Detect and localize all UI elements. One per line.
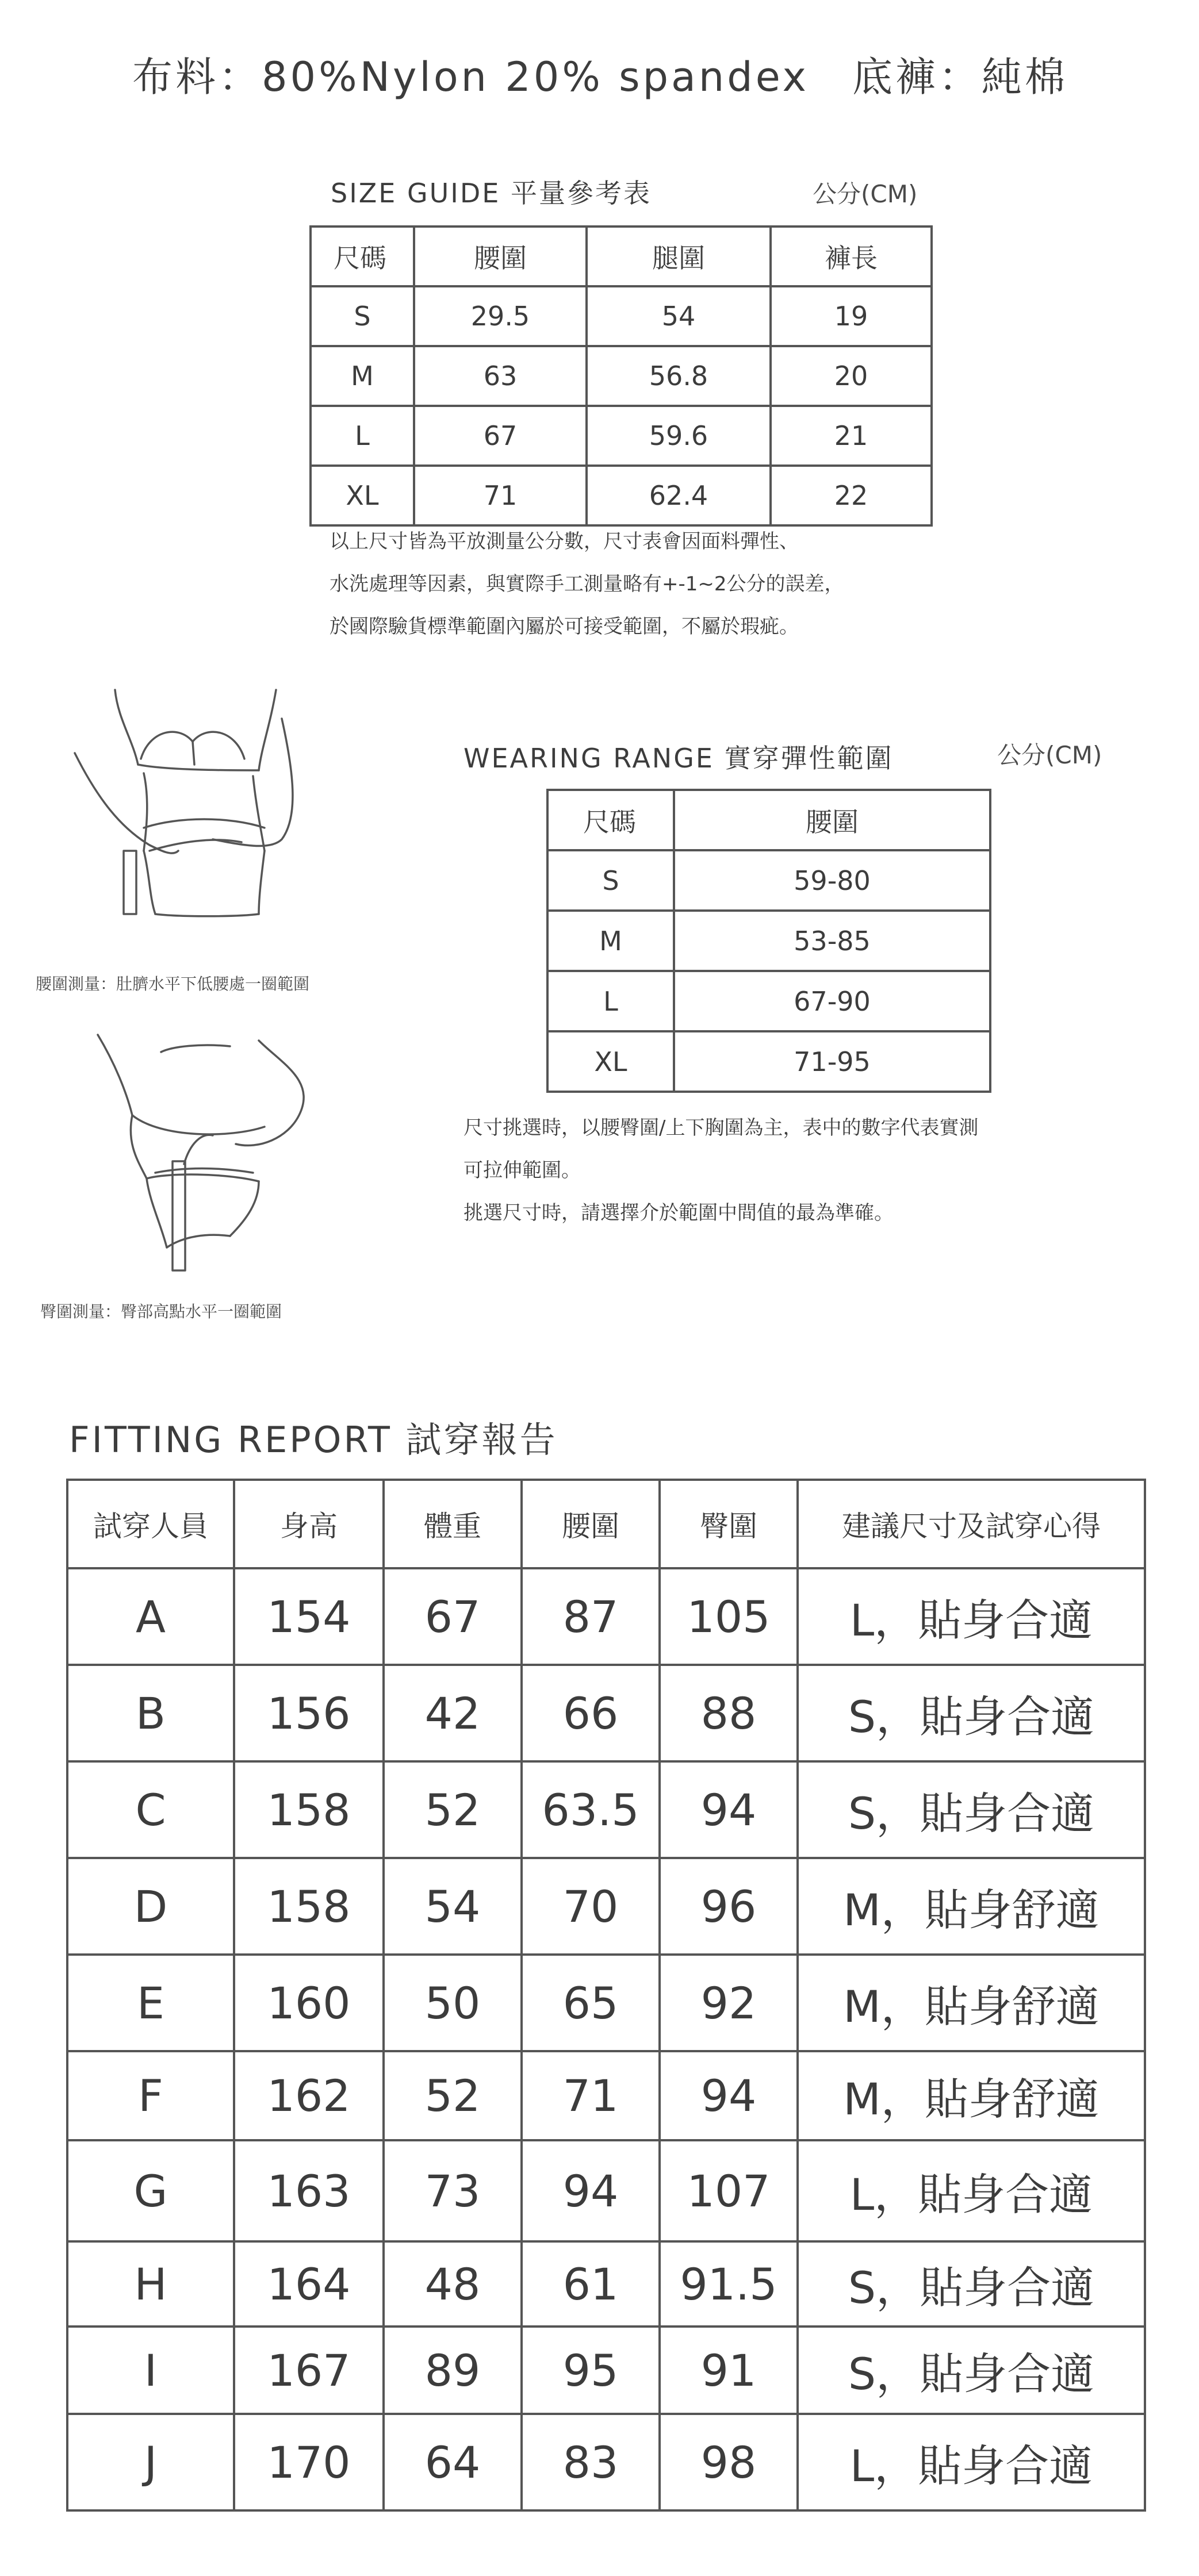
table-cell: 52 [384, 2051, 522, 2140]
table-cell: 20 [771, 346, 932, 406]
table-cell: 162 [234, 2051, 384, 2140]
table-cell: M [311, 346, 414, 406]
table-cell: I [67, 2327, 234, 2414]
table-cell: 164 [234, 2241, 384, 2327]
table-row [67, 2140, 1145, 2241]
table-cell: 29.5 [414, 286, 587, 346]
table-cell: 59-80 [674, 850, 990, 911]
table-cell: 64 [384, 2414, 522, 2510]
table-cell: 167 [234, 2327, 384, 2414]
table-cell: 48 [384, 2241, 522, 2327]
column-header: 臀圍 [660, 1480, 798, 1568]
table-cell: 163 [234, 2140, 384, 2241]
table-header-row [311, 226, 932, 286]
table-cell: M，貼身舒適 [798, 1955, 1145, 2051]
table-cell: 88 [660, 1665, 798, 1761]
table-cell: 92 [660, 1955, 798, 2051]
table-cell: L，貼身合適 [798, 2414, 1145, 2510]
table-cell: 56.8 [587, 346, 771, 406]
table-cell: A [67, 1568, 234, 1665]
table-header-row [67, 1480, 1145, 1568]
table-cell: 61 [522, 2241, 660, 2327]
table-cell: 71 [414, 466, 587, 525]
table-cell: H [67, 2241, 234, 2327]
table-row [311, 286, 932, 346]
table-row [67, 1955, 1145, 2051]
table-row [311, 406, 932, 466]
table-row [67, 2241, 1145, 2327]
column-header: 腿圍 [587, 226, 771, 286]
table-cell: 158 [234, 1858, 384, 1955]
table-cell: 62.4 [587, 466, 771, 525]
table-cell: XL [311, 466, 414, 525]
fabric-composition: 布料：80%Nylon 20% spandex 底褲：純棉 [132, 53, 1068, 101]
column-header: 尺碼 [311, 226, 414, 286]
table-cell: S，貼身合適 [798, 2241, 1145, 2327]
table-cell: 158 [234, 1761, 384, 1858]
table-row [67, 2051, 1145, 2140]
table-cell: 71 [522, 2051, 660, 2140]
table-row [67, 2414, 1145, 2510]
size-guide-title: SIZE GUIDE 平量參考表 [331, 178, 652, 209]
table-cell: 66 [522, 1665, 660, 1761]
column-header: 身高 [234, 1480, 384, 1568]
size-guide-unit: 公分(CM) [813, 180, 918, 208]
waist-measure-caption: 腰圍測量：肚臍水平下低腰處一圈範圍 [36, 974, 310, 993]
table-cell: S，貼身合適 [798, 1665, 1145, 1761]
hip-measure-caption: 臀圍測量：臀部高點水平一圈範圍 [40, 1302, 282, 1321]
table-row [547, 850, 990, 911]
table-cell: 63 [414, 346, 587, 406]
table-row [547, 971, 990, 1031]
table-row [67, 1858, 1145, 1955]
note-line: 挑選尺寸時，請選擇介於範圍中間值的最為準確。 [463, 1201, 894, 1224]
column-header: 腰圍 [414, 226, 587, 286]
table-cell: S，貼身合適 [798, 1761, 1145, 1858]
table-cell: 96 [660, 1858, 798, 1955]
table-cell: B [67, 1665, 234, 1761]
wearing-range-title: WEARING RANGE 實穿彈性範圍 [463, 743, 894, 774]
table-cell: 50 [384, 1955, 522, 2051]
table-cell: J [67, 2414, 234, 2510]
table-cell: M，貼身舒適 [798, 1858, 1145, 1955]
table-cell: L，貼身合適 [798, 1568, 1145, 1665]
table-row [67, 2327, 1145, 2414]
table-cell: L [311, 406, 414, 466]
table-row [547, 911, 990, 971]
wearing-range-table [546, 789, 991, 1093]
table-cell: G [67, 2140, 234, 2241]
note-line: 於國際驗貨標準範圍內屬於可接受範圍，不屬於瑕疵。 [330, 615, 799, 638]
table-row [547, 1031, 990, 1092]
table-cell: 21 [771, 406, 932, 466]
column-header: 試穿人員 [67, 1480, 234, 1568]
table-cell: 19 [771, 286, 932, 346]
hip-measure-illustration [92, 1029, 322, 1276]
table-cell: C [67, 1761, 234, 1858]
table-cell: 87 [522, 1568, 660, 1665]
wearing-range-unit: 公分(CM) [997, 741, 1102, 769]
table-cell: 94 [660, 1761, 798, 1858]
table-cell: S [311, 286, 414, 346]
table-row [67, 1665, 1145, 1761]
table-cell: 107 [660, 2140, 798, 2241]
table-cell: 170 [234, 2414, 384, 2510]
table-row [67, 1761, 1145, 1858]
table-cell: 83 [522, 2414, 660, 2510]
table-cell: L [547, 971, 674, 1031]
size-guide-notes [330, 520, 844, 648]
table-row [311, 346, 932, 406]
table-cell: 42 [384, 1665, 522, 1761]
table-cell: 70 [522, 1858, 660, 1955]
table-cell: 65 [522, 1955, 660, 2051]
table-cell: 71-95 [674, 1031, 990, 1092]
column-header: 褲長 [771, 226, 932, 286]
table-cell: 94 [522, 2140, 660, 2241]
column-header: 建議尺寸及試穿心得 [798, 1480, 1145, 1568]
table-cell: 95 [522, 2327, 660, 2414]
size-guide-table [309, 225, 933, 527]
table-cell: 67-90 [674, 971, 990, 1031]
table-cell: 54 [384, 1858, 522, 1955]
table-row [311, 466, 932, 525]
table-cell: XL [547, 1031, 674, 1092]
table-cell: D [67, 1858, 234, 1955]
table-cell: 73 [384, 2140, 522, 2241]
table-cell: 52 [384, 1761, 522, 1858]
waist-measure-illustration [63, 684, 311, 926]
table-cell: L，貼身合適 [798, 2140, 1145, 2241]
wearing-range-notes [463, 1107, 978, 1234]
fitting-report-title: FITTING REPORT 試穿報告 [69, 1419, 558, 1461]
table-cell: 67 [384, 1568, 522, 1665]
table-row [67, 1568, 1145, 1665]
table-cell: M，貼身舒適 [798, 2051, 1145, 2140]
note-line: 尺寸挑選時，以腰臀圍/上下胸圍為主，表中的數字代表實測 [463, 1116, 979, 1139]
table-cell: S，貼身合適 [798, 2327, 1145, 2414]
column-header: 腰圍 [522, 1480, 660, 1568]
column-header: 腰圍 [674, 790, 990, 850]
note-line: 可拉伸範圍。 [463, 1159, 581, 1182]
table-cell: M [547, 911, 674, 971]
table-cell: 59.6 [587, 406, 771, 466]
table-cell: 91 [660, 2327, 798, 2414]
table-cell: 22 [771, 466, 932, 525]
table-cell: 98 [660, 2414, 798, 2510]
note-line: 水洗處理等因素，與實際手工測量略有+-1~2公分的誤差， [330, 573, 844, 596]
table-cell: 94 [660, 2051, 798, 2140]
table-cell: E [67, 1955, 234, 2051]
note-line: 以上尺寸皆為平放測量公分數，尺寸表會因面料彈性、 [330, 530, 799, 553]
table-cell: 105 [660, 1568, 798, 1665]
table-cell: F [67, 2051, 234, 2140]
column-header: 體重 [384, 1480, 522, 1568]
column-header: 尺碼 [547, 790, 674, 850]
table-cell: 53-85 [674, 911, 990, 971]
table-cell: 63.5 [522, 1761, 660, 1858]
table-cell: 156 [234, 1665, 384, 1761]
table-cell: 67 [414, 406, 587, 466]
table-cell: 89 [384, 2327, 522, 2414]
table-header-row [547, 790, 990, 850]
table-cell: 91.5 [660, 2241, 798, 2327]
table-cell: 160 [234, 1955, 384, 2051]
table-cell: 154 [234, 1568, 384, 1665]
table-cell: 54 [587, 286, 771, 346]
table-cell: S [547, 850, 674, 911]
fitting-report-table [66, 1479, 1146, 2512]
